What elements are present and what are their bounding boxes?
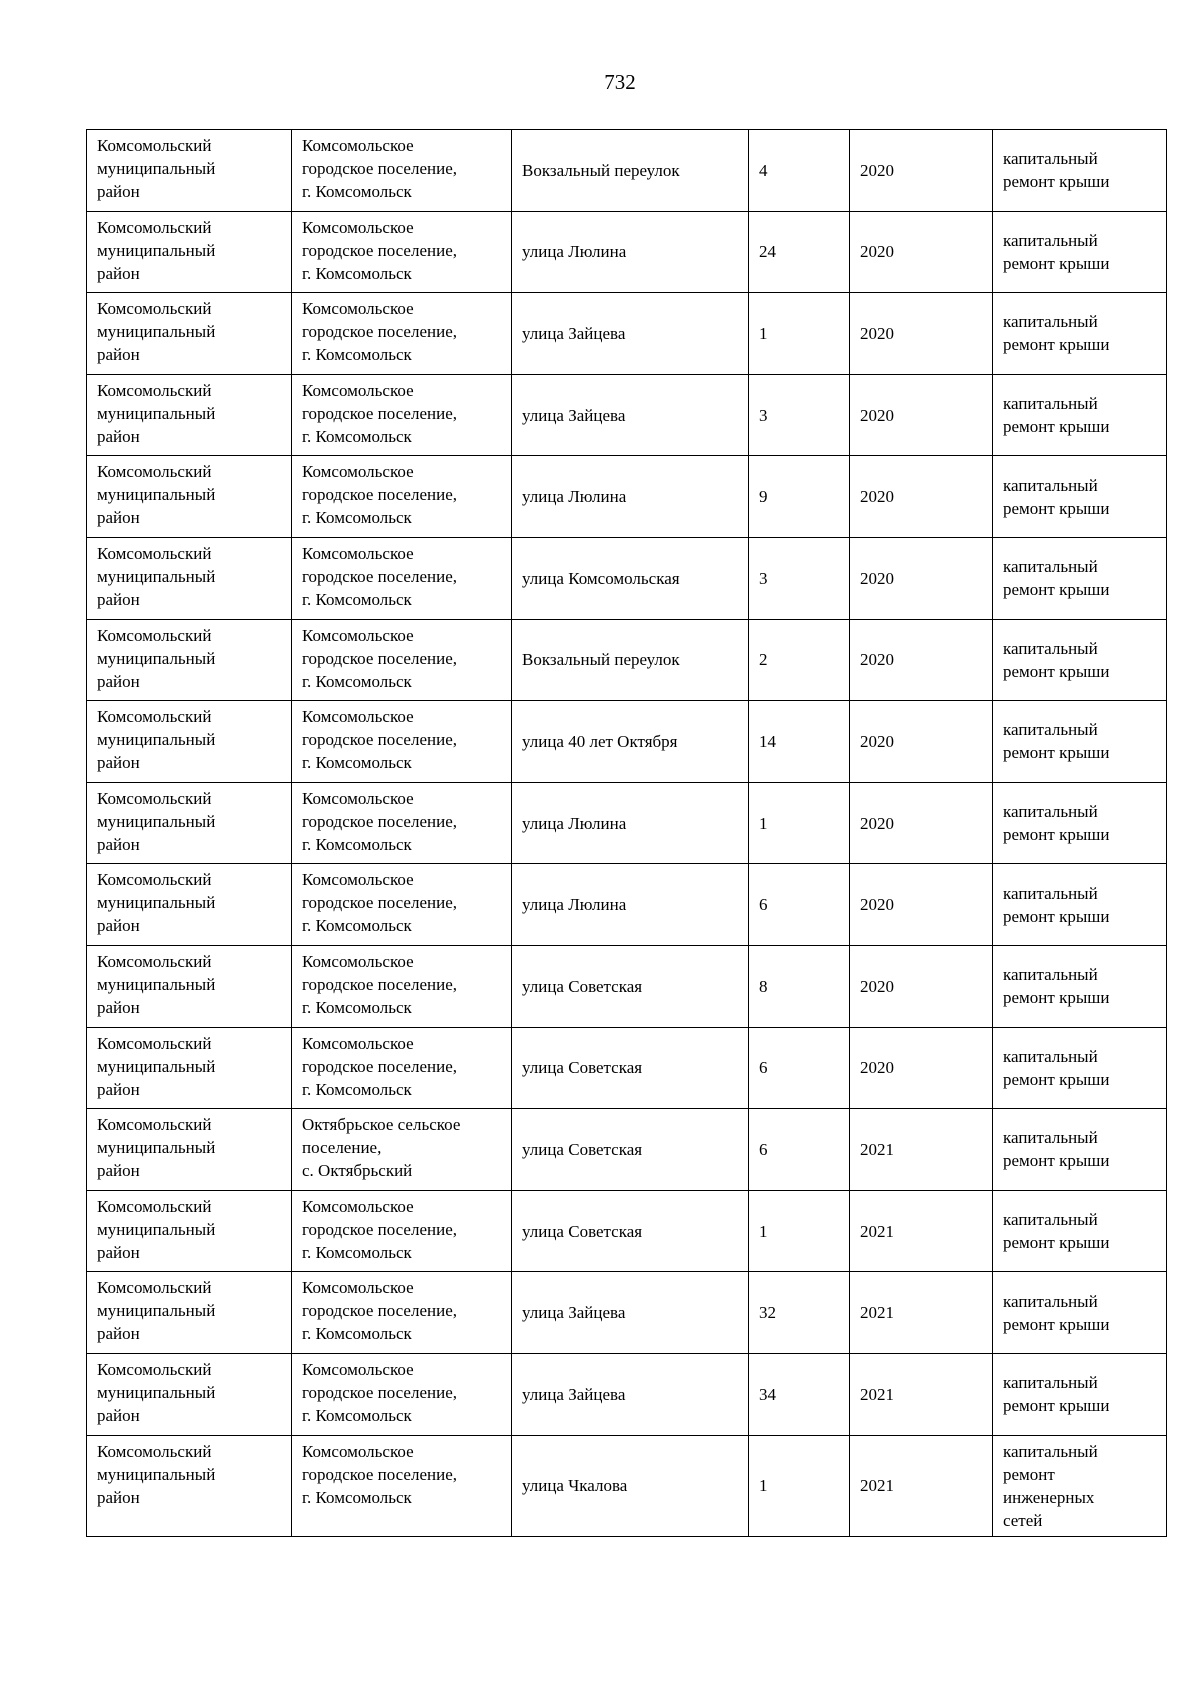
street-text: улица Зайцева <box>522 323 626 343</box>
district-text: Комсомольский муниципальный район <box>97 1115 216 1181</box>
cell-year <box>850 374 993 456</box>
cell-street <box>512 211 749 293</box>
work-text: капитальный ремонт крыши <box>1003 1291 1110 1334</box>
cell-year <box>850 130 993 212</box>
cell-district <box>87 701 292 783</box>
year-text: 2021 <box>860 1221 894 1241</box>
street-text: улица Зайцева <box>522 405 626 425</box>
cell-settlement <box>292 1027 512 1109</box>
cell-house <box>749 864 850 946</box>
house-text: 32 <box>759 1303 776 1323</box>
street-text: улица Комсомольская <box>522 568 680 588</box>
cell-year <box>850 537 993 619</box>
cell-year <box>850 945 993 1027</box>
cell-house <box>749 1109 850 1191</box>
house-text: 6 <box>759 895 768 915</box>
year-text: 2020 <box>860 323 894 343</box>
street-text: улица Зайцева <box>522 1303 626 1323</box>
cell-year <box>850 1272 993 1354</box>
street-text: улица Советская <box>522 1139 643 1159</box>
year-text: 2020 <box>860 731 894 751</box>
cell-work <box>993 456 1167 538</box>
work-text: капитальный ремонт крыши <box>1003 394 1110 437</box>
district-text: Комсомольский муниципальный район <box>97 380 216 446</box>
cell-street <box>512 864 749 946</box>
settlement-text: Комсомольское городское поселение, г. Комсомольск <box>302 380 457 446</box>
cell-work <box>993 619 1167 701</box>
cell-house <box>749 211 850 293</box>
district-text: Комсомольский муниципальный район <box>97 1278 216 1344</box>
cell-work <box>993 537 1167 619</box>
house-text: 1 <box>759 323 768 343</box>
work-text: капитальный ремонт крыши <box>1003 312 1110 355</box>
house-text: 1 <box>759 1476 768 1495</box>
house-text: 1 <box>759 813 768 833</box>
cell-settlement <box>292 1109 512 1191</box>
district-text: Комсомольский муниципальный район <box>97 951 216 1017</box>
settlement-text: Комсомольское городское поселение, г. Комсомольск <box>302 299 457 365</box>
cell-year <box>850 1353 993 1435</box>
cell-year <box>850 1109 993 1191</box>
cell-work <box>993 130 1167 212</box>
district-text: Комсомольский муниципальный район <box>97 299 216 365</box>
year-text: 2020 <box>860 813 894 833</box>
street-text: улица Люлина <box>522 813 627 833</box>
cell-work <box>993 211 1167 293</box>
cell-district <box>87 782 292 864</box>
district-text: Комсомольский муниципальный район <box>97 870 216 936</box>
street-text: улица Люлина <box>522 895 627 915</box>
settlement-text: Комсомольское городское поселение, г. Комсомольск <box>302 870 457 936</box>
cell-street <box>512 456 749 538</box>
table-body <box>87 130 1167 1537</box>
cell-district <box>87 1272 292 1354</box>
house-text: 4 <box>759 160 768 180</box>
settlement-text: Комсомольское городское поселение, г. Комсомольск <box>302 543 457 609</box>
settlement-text: Комсомольское городское поселение, г. Комсомольск <box>302 1441 457 1507</box>
cell-street <box>512 1435 749 1536</box>
cell-street <box>512 1190 749 1272</box>
work-text: капитальный ремонт крыши <box>1003 802 1110 845</box>
district-text: Комсомольский муниципальный район <box>97 1196 216 1262</box>
cell-district <box>87 619 292 701</box>
table-row <box>87 456 1167 538</box>
house-text: 6 <box>759 1139 768 1159</box>
cell-street <box>512 1109 749 1191</box>
cell-street <box>512 374 749 456</box>
street-text: улица Советская <box>522 976 643 996</box>
cell-work <box>993 1109 1167 1191</box>
cell-district <box>87 293 292 375</box>
cell-house <box>749 374 850 456</box>
house-text: 24 <box>759 242 776 262</box>
settlement-text: Комсомольское городское поселение, г. Комсомольск <box>302 625 457 691</box>
year-text: 2021 <box>860 1139 894 1159</box>
settlement-text: Комсомольское городское поселение, г. Комсомольск <box>302 1033 457 1099</box>
year-text: 2020 <box>860 160 894 180</box>
cell-district <box>87 864 292 946</box>
district-text: Комсомольский муниципальный район <box>97 1359 216 1425</box>
cell-year <box>850 456 993 538</box>
district-text: Комсомольский муниципальный район <box>97 136 216 201</box>
year-text: 2020 <box>860 650 894 670</box>
table-row <box>87 293 1167 375</box>
cell-settlement <box>292 619 512 701</box>
cell-street <box>512 619 749 701</box>
street-text: улица Люлина <box>522 242 627 262</box>
house-text: 9 <box>759 487 768 507</box>
cell-street <box>512 945 749 1027</box>
year-text: 2021 <box>860 1384 894 1404</box>
street-text: Вокзальный переулок <box>522 160 680 180</box>
house-text: 3 <box>759 405 768 425</box>
house-text: 6 <box>759 1058 768 1078</box>
cell-house <box>749 619 850 701</box>
year-text: 2020 <box>860 568 894 588</box>
street-text: улица Советская <box>522 1221 643 1241</box>
repair-schedule-table <box>86 129 1167 1537</box>
street-text: улица 40 лет Октября <box>522 731 678 751</box>
cell-street <box>512 701 749 783</box>
cell-settlement <box>292 1353 512 1435</box>
work-text: капитальный ремонт крыши <box>1003 1128 1110 1171</box>
table-row <box>87 782 1167 864</box>
work-text: капитальный ремонт крыши <box>1003 1373 1110 1416</box>
district-text: Комсомольский муниципальный район <box>97 707 216 773</box>
cell-house <box>749 782 850 864</box>
cell-house <box>749 1353 850 1435</box>
cell-settlement <box>292 456 512 538</box>
cell-year <box>850 864 993 946</box>
settlement-text: Комсомольское городское поселение, г. Комсомольск <box>302 1196 457 1262</box>
cell-district <box>87 1435 292 1536</box>
cell-district <box>87 1109 292 1191</box>
year-text: 2021 <box>860 1476 894 1495</box>
district-text: Комсомольский муниципальный район <box>97 1441 216 1507</box>
settlement-text: Комсомольское городское поселение, г. Комсомольск <box>302 788 457 854</box>
work-text: капитальный ремонт крыши <box>1003 638 1110 681</box>
street-text: улица Люлина <box>522 487 627 507</box>
cell-year <box>850 1190 993 1272</box>
year-text: 2020 <box>860 487 894 507</box>
cell-street <box>512 1027 749 1109</box>
work-text: капитальный ремонт крыши <box>1003 965 1110 1008</box>
district-text: Комсомольский муниципальный район <box>97 625 216 691</box>
house-text: 14 <box>759 731 776 751</box>
settlement-text: Комсомольское городское поселение, г. Комсомольск <box>302 462 457 528</box>
settlement-text: Октябрьское сельское поселение, с. Октябрьский <box>302 1115 461 1181</box>
settlement-text: Комсомольское городское поселение, г. Комсомольск <box>302 1278 457 1344</box>
work-text: капитальный ремонт крыши <box>1003 557 1110 600</box>
cell-year <box>850 293 993 375</box>
cell-work <box>993 293 1167 375</box>
district-text: Комсомольский муниципальный район <box>97 462 216 528</box>
table-row <box>87 537 1167 619</box>
table-row <box>87 1435 1167 1536</box>
year-text: 2021 <box>860 1303 894 1323</box>
cell-house <box>749 537 850 619</box>
table-row <box>87 1272 1167 1354</box>
cell-house <box>749 293 850 375</box>
cell-work <box>993 782 1167 864</box>
cell-district <box>87 1027 292 1109</box>
cell-settlement <box>292 1435 512 1536</box>
settlement-text: Комсомольское городское поселение, г. Комсомольск <box>302 136 457 201</box>
cell-house <box>749 130 850 212</box>
year-text: 2020 <box>860 1058 894 1078</box>
table-row <box>87 701 1167 783</box>
work-text: капитальный ремонт крыши <box>1003 1210 1110 1253</box>
cell-district <box>87 537 292 619</box>
cell-district <box>87 1190 292 1272</box>
house-text: 1 <box>759 1221 768 1241</box>
settlement-text: Комсомольское городское поселение, г. Комсомольск <box>302 217 457 283</box>
cell-settlement <box>292 864 512 946</box>
house-text: 34 <box>759 1384 776 1404</box>
district-text: Комсомольский муниципальный район <box>97 217 216 283</box>
cell-year <box>850 782 993 864</box>
cell-district <box>87 130 292 212</box>
table-row <box>87 130 1167 212</box>
table-row <box>87 1109 1167 1191</box>
year-text: 2020 <box>860 242 894 262</box>
street-text: улица Советская <box>522 1058 643 1078</box>
cell-house <box>749 701 850 783</box>
cell-settlement <box>292 1272 512 1354</box>
cell-settlement <box>292 945 512 1027</box>
cell-work <box>993 864 1167 946</box>
year-text: 2020 <box>860 976 894 996</box>
cell-street <box>512 537 749 619</box>
cell-work <box>993 374 1167 456</box>
cell-work <box>993 945 1167 1027</box>
year-text: 2020 <box>860 895 894 915</box>
cell-year <box>850 211 993 293</box>
house-text: 3 <box>759 568 768 588</box>
table-row <box>87 1027 1167 1109</box>
work-text: капитальный ремонт крыши <box>1003 720 1110 763</box>
cell-district <box>87 456 292 538</box>
cell-settlement <box>292 374 512 456</box>
cell-district <box>87 945 292 1027</box>
cell-year <box>850 1435 993 1536</box>
cell-year <box>850 619 993 701</box>
table-row <box>87 211 1167 293</box>
cell-district <box>87 374 292 456</box>
cell-street <box>512 1353 749 1435</box>
cell-district <box>87 1353 292 1435</box>
district-text: Комсомольский муниципальный район <box>97 543 216 609</box>
street-text: улица Чкалова <box>522 1476 628 1495</box>
house-text: 8 <box>759 976 768 996</box>
table-row <box>87 864 1167 946</box>
cell-work <box>993 1353 1167 1435</box>
cell-house <box>749 945 850 1027</box>
table-row <box>87 374 1167 456</box>
district-text: Комсомольский муниципальный район <box>97 788 216 854</box>
cell-work <box>993 1190 1167 1272</box>
cell-settlement <box>292 782 512 864</box>
cell-work <box>993 701 1167 783</box>
cell-work <box>993 1027 1167 1109</box>
cell-house <box>749 1190 850 1272</box>
cell-settlement <box>292 537 512 619</box>
table-row <box>87 1353 1167 1435</box>
cell-street <box>512 782 749 864</box>
cell-settlement <box>292 211 512 293</box>
cell-street <box>512 130 749 212</box>
cell-settlement <box>292 701 512 783</box>
page-number: 732 <box>604 70 636 94</box>
cell-house <box>749 1435 850 1536</box>
district-text: Комсомольский муниципальный район <box>97 1033 216 1099</box>
cell-settlement <box>292 293 512 375</box>
work-text: капитальный ремонт крыши <box>1003 883 1110 926</box>
cell-year <box>850 701 993 783</box>
cell-house <box>749 1027 850 1109</box>
cell-house <box>749 456 850 538</box>
year-text: 2020 <box>860 405 894 425</box>
settlement-text: Комсомольское городское поселение, г. Комсомольск <box>302 1359 457 1425</box>
street-text: Вокзальный переулок <box>522 650 680 670</box>
cell-district <box>87 211 292 293</box>
cell-street <box>512 293 749 375</box>
cell-settlement <box>292 1190 512 1272</box>
cell-settlement <box>292 130 512 212</box>
cell-work <box>993 1435 1167 1536</box>
cell-house <box>749 1272 850 1354</box>
settlement-text: Комсомольское городское поселение, г. Комсомольск <box>302 951 457 1017</box>
street-text: улица Зайцева <box>522 1384 626 1404</box>
settlement-text: Комсомольское городское поселение, г. Комсомольск <box>302 707 457 773</box>
table-row <box>87 945 1167 1027</box>
table-row <box>87 619 1167 701</box>
house-text: 2 <box>759 650 768 670</box>
work-text: капитальный ремонт крыши <box>1003 1046 1110 1089</box>
work-text: капитальный ремонт инженерных сетей <box>1003 1441 1098 1530</box>
cell-year <box>850 1027 993 1109</box>
work-text: капитальный ремонт крыши <box>1003 149 1110 192</box>
cell-street <box>512 1272 749 1354</box>
table-row <box>87 1190 1167 1272</box>
work-text: капитальный ремонт крыши <box>1003 475 1110 518</box>
work-text: капитальный ремонт крыши <box>1003 230 1110 273</box>
cell-work <box>993 1272 1167 1354</box>
